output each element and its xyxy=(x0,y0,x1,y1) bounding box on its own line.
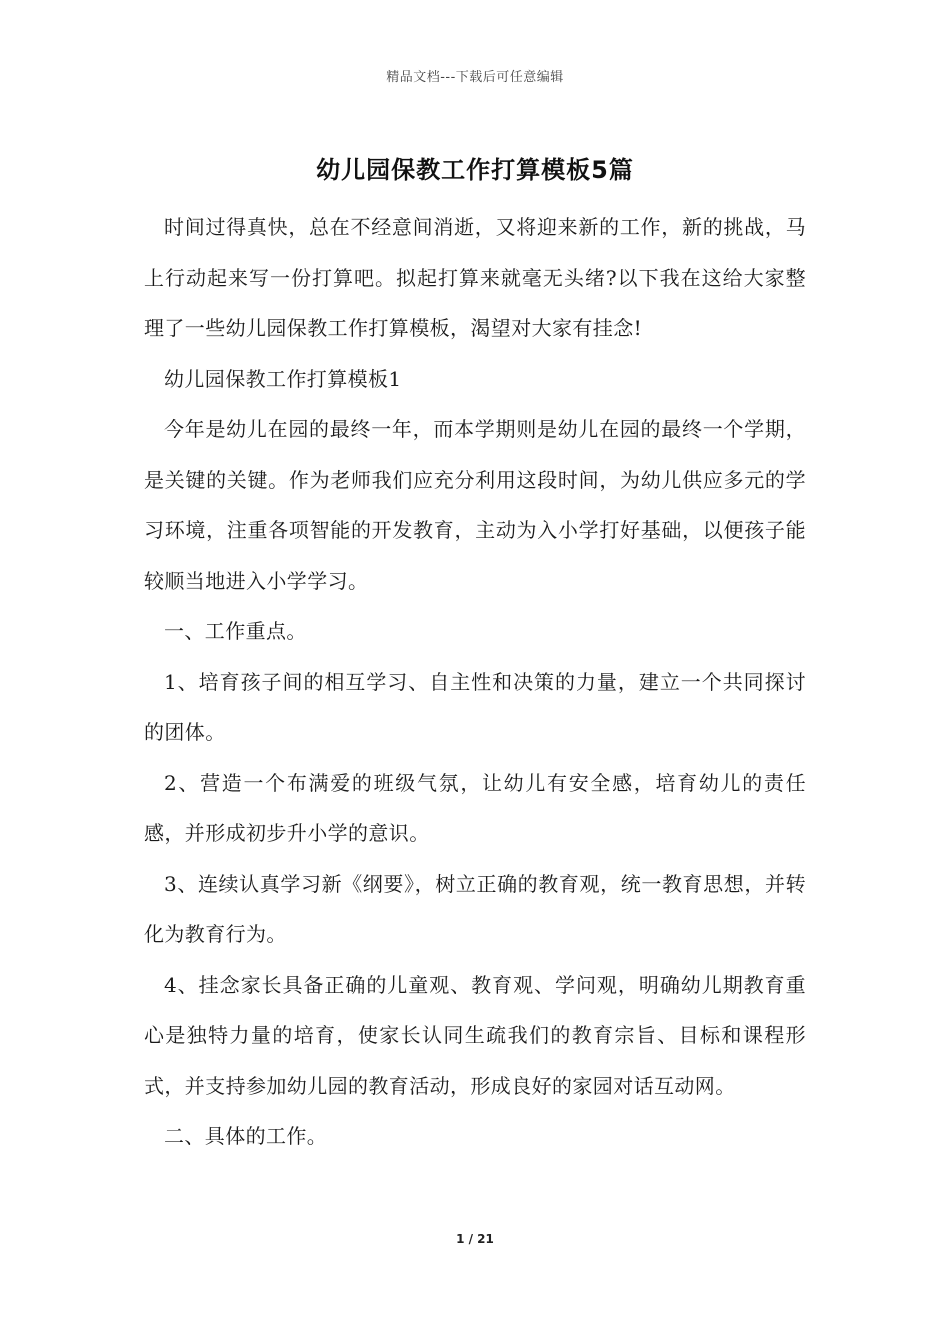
section-heading-specific-work: 二、具体的工作。 xyxy=(164,1124,328,1148)
list-item-2: 2、营造一个布满爱的班级气氛，让幼儿有安全感，培育幼儿的责任感，并形成初步升小学的意识。 xyxy=(144,770,806,845)
paragraph-intro: 时间过得真快，总在不经意间消逝，又将迎来新的工作，新的挑战，马上行动起来写一份打算吧。拟起打算来就毫无头绪?以下我在这给大家整理了一些幼儿园保教工作打算模板，渴望对大家有挂念! xyxy=(144,215,806,340)
list-item-1: 1、培育孩子间的相互学习、自主性和决策的力量，建立一个共同探讨的团体。 xyxy=(144,669,806,744)
paragraph-overview: 今年是幼儿在园的最终一年，而本学期则是幼儿在园的最终一个学期，是关键的关键。作为老师我们应充分利用这段时间，为幼儿供应多元的学习环境，注重各项智能的开发教育，主动为入小学打好基础，以便孩子能较顺当地进入小学学习。 xyxy=(144,417,806,593)
document-body xyxy=(144,202,806,1162)
list-item-3: 3、连续认真学习新《纲要》，树立正确的教育观，统一教育思想，并转化为教育行为。 xyxy=(144,871,806,946)
section-heading-template-1: 幼儿园保教工作打算模板1 xyxy=(164,366,402,391)
page-number: 1 / 21 xyxy=(456,1232,494,1246)
document-header: 精品文档---下载后可任意编辑 xyxy=(386,70,564,85)
section-heading-work-focus: 一、工作重点。 xyxy=(164,619,307,643)
document-title: 幼儿园保教工作打算模板5篇 xyxy=(316,156,634,184)
list-item-4: 4、挂念家长具备正确的儿童观、教育观、学问观，明确幼儿期教育重心是独特力量的培育，使家长认同生疏我们的教育宗旨、目标和课程形式，并支持参加幼儿园的教育活动，形成良好的家园对话互动网。 xyxy=(144,972,806,1098)
